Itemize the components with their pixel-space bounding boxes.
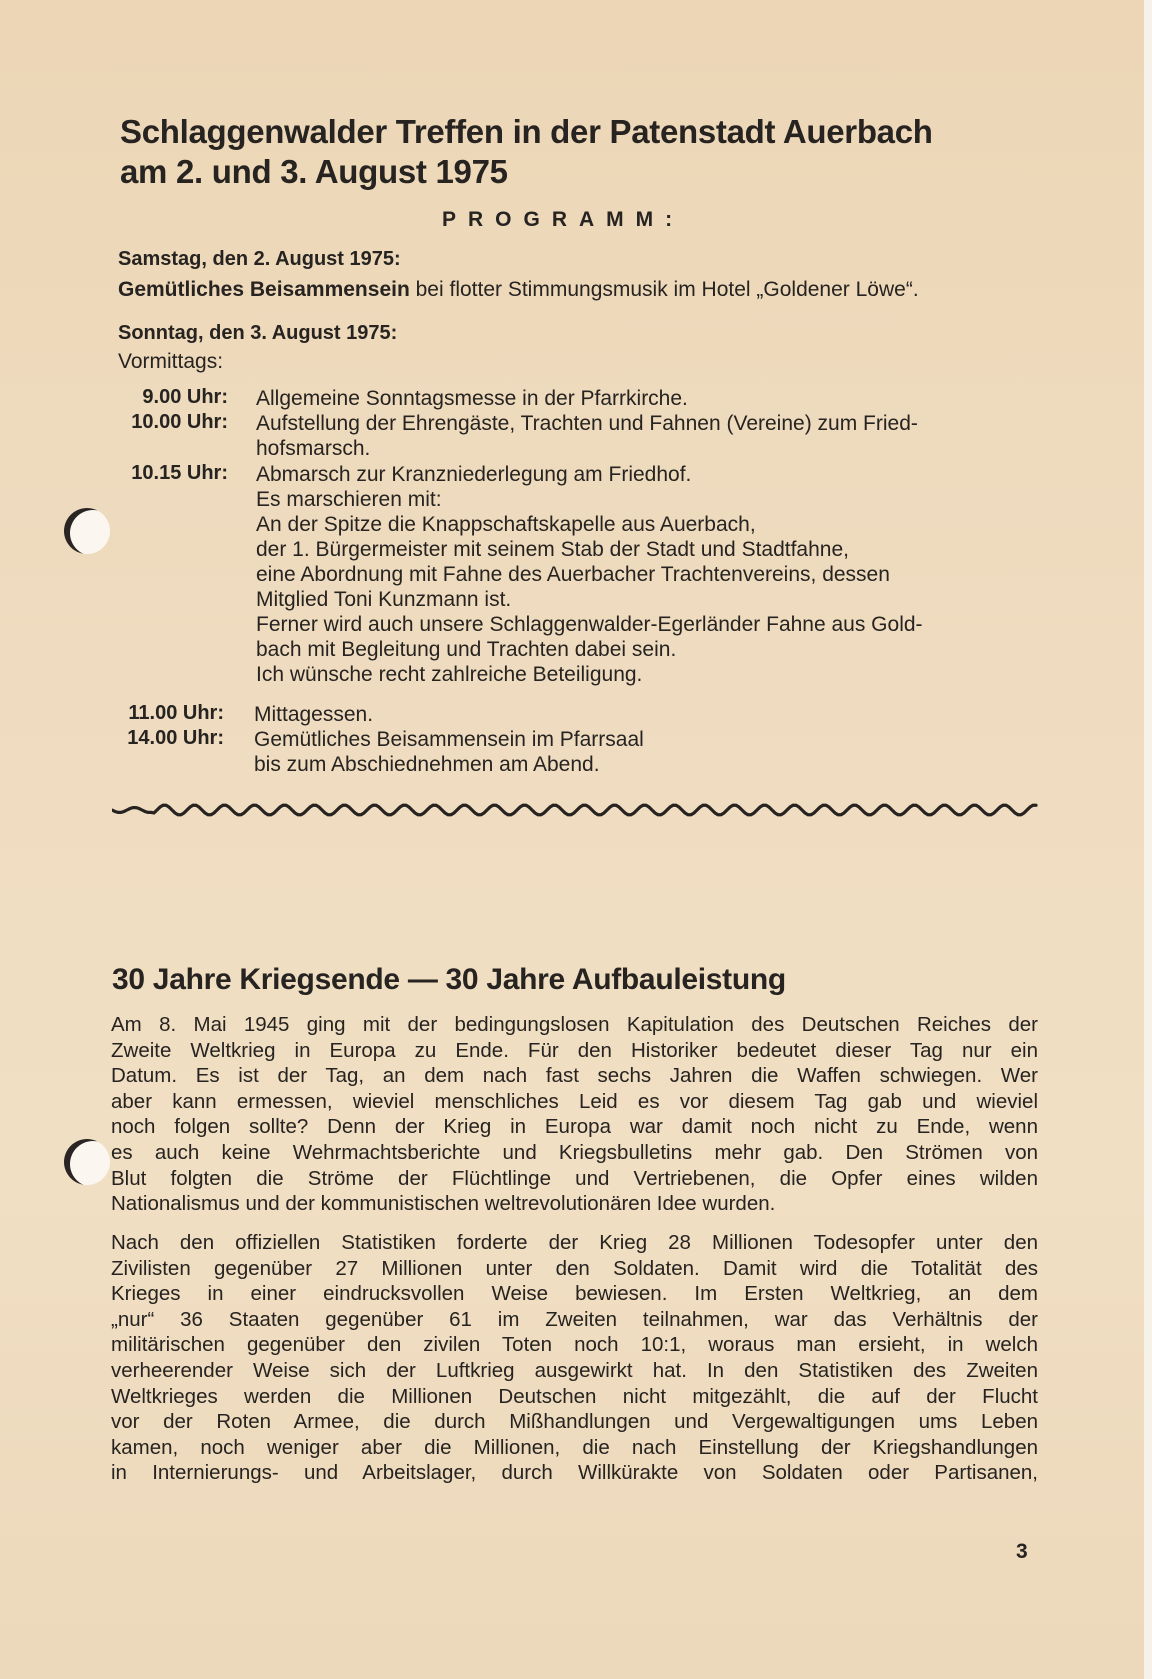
schedule-line: Mitglied Toni Kunzmann ist. <box>256 588 512 611</box>
schedule-time: 9.00 Uhr: <box>142 386 228 408</box>
schedule-time: 10.00 Uhr: <box>131 411 228 433</box>
saturday-heading: Samstag, den 2. August 1975: <box>118 248 401 270</box>
schedule-time: 11.00 Uhr: <box>128 702 224 724</box>
paragraph-line: noch folgen sollte? Denn der Krieg in Europa war damit noch nicht zu Ende, wenn <box>111 1115 1038 1139</box>
schedule-line: hofsmarsch. <box>256 437 371 460</box>
binder-hole-bottom <box>64 1139 110 1185</box>
paragraph-line: militärischen gegenüber den zivilen Toten noch 10:1, woraus man ersieht, in welch <box>111 1333 1038 1357</box>
schedule-line: Mittagessen. <box>254 703 374 726</box>
schedule-entry <box>256 462 1044 687</box>
paragraph-line: „nur“ 36 Staaten gegenüber 61 im Zweiten teilnahmen, war das Verhältnis der <box>111 1307 1038 1331</box>
paragraph-line: aber kann ermessen, wieviel menschliches Leid es vor diesem Tag gab und wieviel <box>111 1089 1038 1113</box>
paragraph-line: Am 8. Mai 1945 ging mit der bedingungslosen Kapitulation des Deutschen Reiches der <box>111 1013 1038 1036</box>
paragraph-line: Weltkrieges werden die Millionen Deutschen nicht mitgezählt, die auf der Flucht <box>111 1384 1038 1408</box>
paragraph-line: Nationalismus und der kommunistischen weltrevolutionären Idee wurden. <box>111 1192 776 1216</box>
paragraph-line: Zweite Weltkrieg in Europa zu Ende. Für den Historiker bedeutet dieser Tag nur ein <box>111 1038 1038 1062</box>
page-number: 3 <box>1016 1540 1028 1563</box>
schedule-line: Ferner wird auch unsere Schlaggenwalder-Egerländer Fahne aus Gold- <box>256 613 923 636</box>
schedule-line: bach mit Begleitung und Trachten dabei sein. <box>256 638 677 661</box>
schedule-line: Abmarsch zur Kranzniederlegung am Friedhof. <box>256 463 692 486</box>
event-title <box>120 112 1020 192</box>
paragraph-line: es auch keine Wehrmachtsberichte und Kriegsbulletins mehr gab. Den Strömen von <box>111 1140 1038 1164</box>
article-paragraph-2 <box>111 1230 1038 1486</box>
programm-heading: PROGRAMM: <box>442 208 685 231</box>
paragraph-line: vor der Roten Armee, die durch Mißhandlungen und Vergewaltigungen ums Leben <box>111 1410 1038 1434</box>
schedule-line: der 1. Bürgermeister mit seinem Stab der Stadt und Stadtfahne, <box>256 538 849 561</box>
schedule-line: Ich wünsche recht zahlreiche Beteiligung. <box>256 663 643 686</box>
schedule-entry <box>254 727 1042 777</box>
paragraph-line: Blut folgten die Ströme der Flüchtlinge und Vertriebenen, die Opfer eines wilden <box>111 1166 1038 1190</box>
vormittags-label: Vormittags: <box>118 350 224 373</box>
paragraph-line: Datum. Es ist der Tag, an dem nach fast sechs Jahren die Waffen schwiegen. Wer <box>111 1064 1038 1088</box>
schedule-line: eine Abordnung mit Fahne des Auerbacher Trachtenvereins, dessen <box>256 563 890 586</box>
article-title: 30 Jahre Kriegsende — 30 Jahre Aufbauleistung <box>112 963 786 996</box>
article-paragraph-1 <box>111 1012 1038 1217</box>
paragraph-line: Zivilisten gegenüber 27 Millionen unter den Soldaten. Damit wird die Totalität des <box>111 1256 1038 1280</box>
schedule-entry <box>256 386 1044 411</box>
schedule-line: Aufstellung der Ehrengäste, Trachten und Fahnen (Vereine) zum Fried- <box>256 412 918 435</box>
paragraph-line: Krieges in einer eindrucksvollen Weise bewiesen. Im Ersten Weltkrieg, an dem <box>111 1282 1038 1306</box>
event-title-line2: am 2. und 3. August 1975 <box>120 153 508 190</box>
paragraph-line: verheerender Weise sich der Luftkrieg ausgewirkt hat. In den Statistiken des Zweiten <box>111 1358 1038 1382</box>
schedule-time: 10.15 Uhr: <box>131 462 228 484</box>
schedule-line: Es marschieren mit: <box>256 488 442 511</box>
sunday-heading: Sonntag, den 3. August 1975: <box>118 322 398 344</box>
schedule-line: An der Spitze die Knappschaftskapelle aus Auerbach, <box>256 513 756 536</box>
schedule-time: 14.00 Uhr: <box>127 727 224 749</box>
paragraph-line: in Internierungs- und Arbeitslager, durch Willkürakte von Soldaten oder Partisanen, <box>111 1461 1038 1485</box>
saturday-bold: Gemütliches Beisammensein <box>118 278 410 301</box>
saturday-rest: bei flotter Stimmungsmusik im Hotel „Goldener Löwe“. <box>409 278 919 301</box>
binder-hole-top <box>64 508 110 554</box>
page-edge <box>1144 0 1152 1679</box>
schedule-line: Gemütliches Beisammensein im Pfarrsaal <box>254 728 644 751</box>
schedule-entry <box>254 702 1042 727</box>
paragraph-line: Nach den offiziellen Statistiken forderte der Krieg 28 Millionen Todesopfer unter den <box>111 1231 1038 1254</box>
schedule-line: Allgemeine Sonntagsmesse in der Pfarrkirche. <box>256 387 688 410</box>
schedule-entry <box>256 411 1044 461</box>
saturday-text <box>118 278 919 302</box>
paragraph-line: kamen, noch weniger aber die Millionen, die nach Einstellung der Kriegshandlungen <box>111 1435 1038 1459</box>
event-title-line1: Schlaggenwalder Treffen in der Patenstadt Auerbach <box>120 113 933 150</box>
wavy-divider <box>112 796 1042 826</box>
schedule-line: bis zum Abschiednehmen am Abend. <box>254 753 600 776</box>
